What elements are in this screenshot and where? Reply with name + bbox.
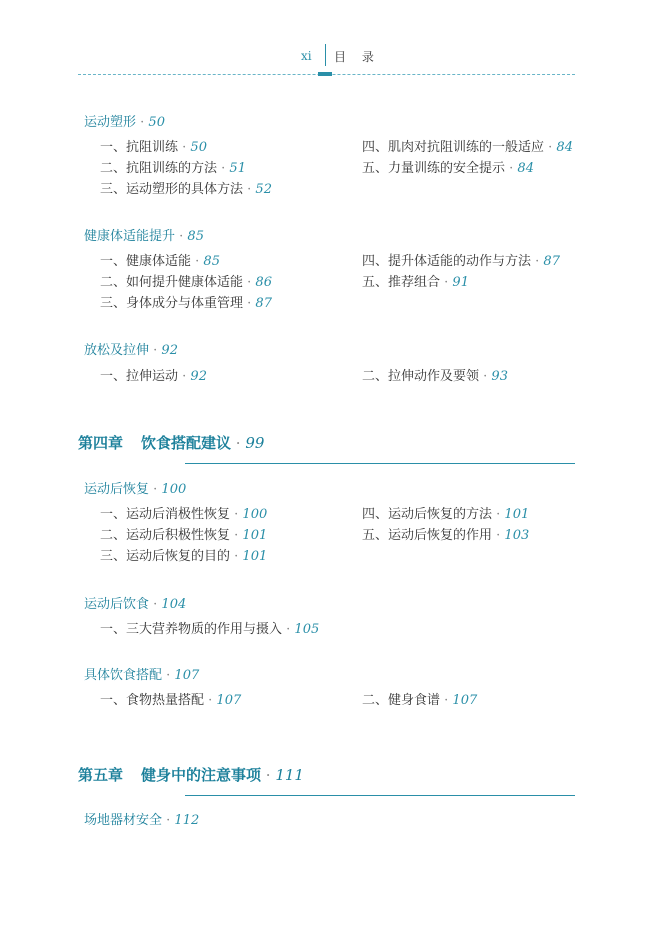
toc-entry[interactable]: 三、运动后恢复的目的 · 101 [100,549,268,564]
header-page-number: xi [301,49,312,63]
section-heading[interactable]: 运动后恢复 · 100 [84,482,187,497]
chapter-heading[interactable]: 第四章 饮食搭配建议 · 99 [78,434,265,452]
toc-entry[interactable]: 一、运动后消极性恢复 · 100 [100,507,268,522]
toc-entry[interactable]: 五、运动后恢复的作用 · 103 [362,528,530,543]
chapter-rule [185,795,575,796]
toc-entry[interactable]: 二、运动后积极性恢复 · 101 [100,528,268,543]
section-heading[interactable]: 放松及拉伸 · 92 [84,343,178,358]
section-heading[interactable]: 运动塑形 · 50 [84,115,165,130]
toc-entry[interactable]: 四、肌肉对抗阻训练的一般适应 · 84 [362,140,573,155]
section-heading[interactable]: 具体饮食搭配 · 107 [84,668,200,683]
toc-entry[interactable]: 五、推荐组合 · 91 [362,275,469,290]
toc-entry[interactable]: 三、身体成分与体重管理 · 87 [100,296,272,311]
chapter-rule [185,463,575,464]
header-rule-marker [318,72,332,76]
header-title: 目 录 [334,50,380,64]
chapter-heading[interactable]: 第五章 健身中的注意事项 · 111 [78,766,304,784]
section-heading[interactable]: 健康体适能提升 · 85 [84,229,204,244]
toc-entry[interactable]: 四、提升体适能的动作与方法 · 87 [362,254,560,269]
toc-entry[interactable]: 五、力量训练的安全提示 · 84 [362,161,534,176]
header-divider [325,44,326,66]
section-heading[interactable]: 运动后饮食 · 104 [84,597,187,612]
toc-entry[interactable]: 二、拉伸动作及要领 · 93 [362,369,508,384]
toc-entry[interactable]: 一、拉伸运动 · 92 [100,369,207,384]
toc-entry[interactable]: 二、抗阻训练的方法 · 51 [100,161,246,176]
toc-entry[interactable]: 三、运动塑形的具体方法 · 52 [100,182,272,197]
toc-entry[interactable]: 一、健康体适能 · 85 [100,254,220,269]
running-header [0,42,650,72]
toc-entry[interactable]: 二、如何提升健康体适能 · 86 [100,275,272,290]
toc-entry[interactable]: 二、健身食谱 · 107 [362,693,478,708]
toc-entry[interactable]: 一、食物热量搭配 · 107 [100,693,242,708]
section-heading[interactable]: 场地器材安全 · 112 [84,813,200,828]
toc-entry[interactable]: 一、抗阻训练 · 50 [100,140,207,155]
toc-entry[interactable]: 四、运动后恢复的方法 · 101 [362,507,530,522]
toc-entry[interactable]: 一、三大营养物质的作用与摄入 · 105 [100,622,320,637]
